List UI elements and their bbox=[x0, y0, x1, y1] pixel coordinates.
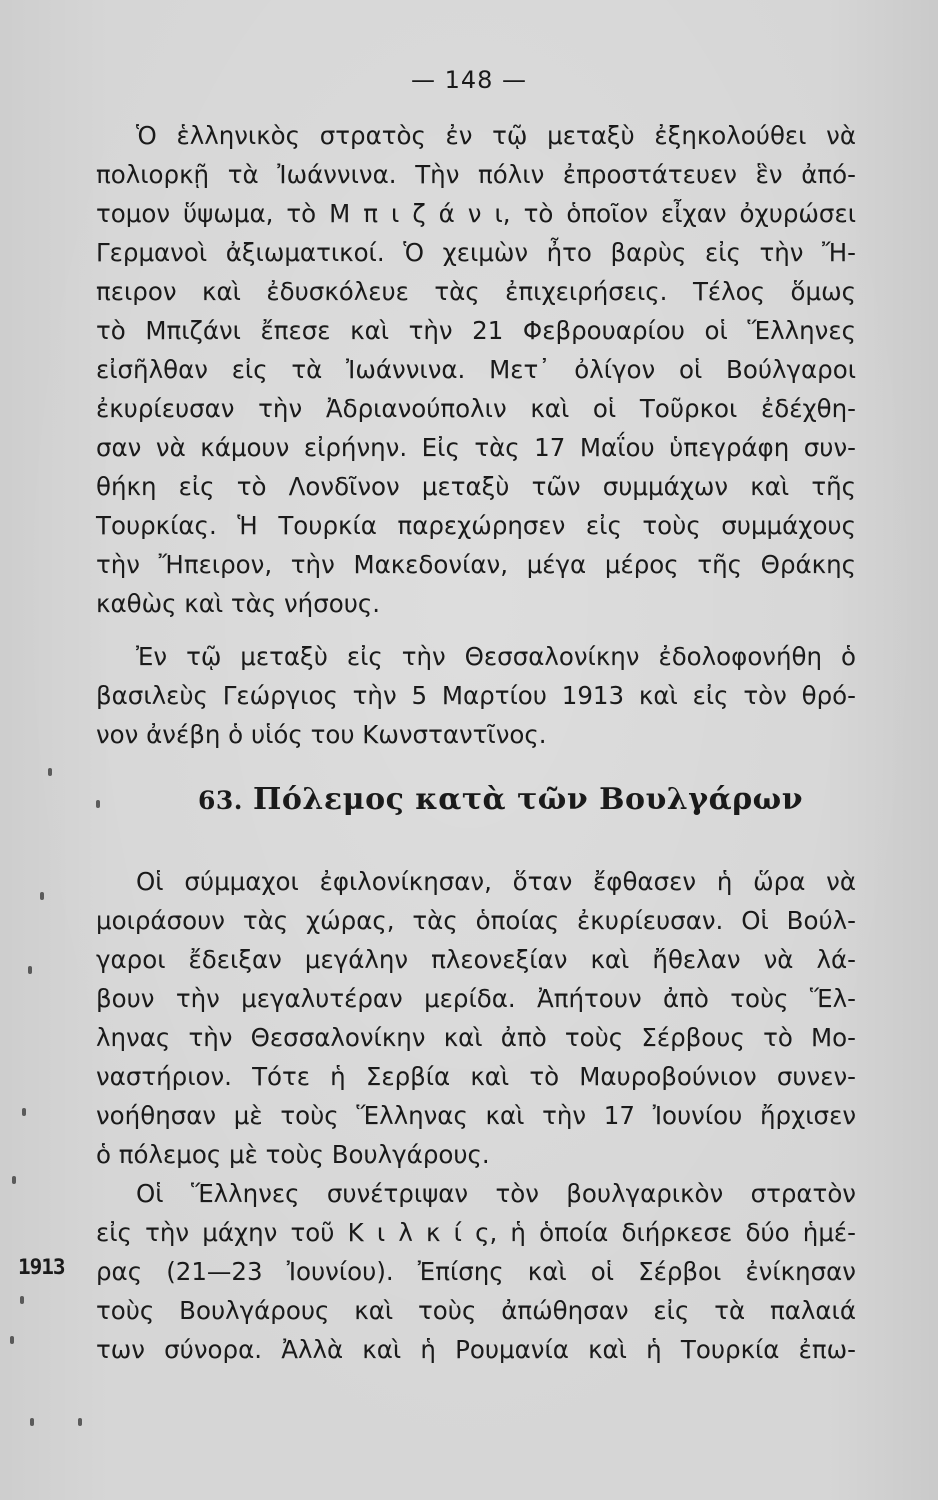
text-line: μοιράσουν τὰς χώρας, τὰς ὁποίας ἐκυρίευσαν. Οἱ Βούλ- bbox=[96, 906, 856, 935]
text-line: σαν νὰ κάμουν εἰρήνην. Εἰς τὰς 17 Μαΐου ὑπεγράφη συν- bbox=[96, 433, 856, 462]
text-line: πολιορκῇ τὰ Ἰωάννινα. Τὴν πόλιν ἐπροστάτευεν ἓν ἀπό- bbox=[96, 160, 856, 189]
text-line: τὸ Μπιζάνι ἔπεσε καὶ τὴν 21 Φεβρουαρίου οἱ Ἕλληνες bbox=[96, 316, 856, 345]
text-line: νον ἀνέβη ὁ υἱός του Κωνσταντῖνος. bbox=[96, 720, 547, 749]
section-heading bbox=[198, 782, 803, 817]
text-line: Οἱ Ἕλληνες συνέτριψαν τὸν βουλγαρικὸν στρατὸν bbox=[136, 1179, 856, 1208]
scan-speck bbox=[48, 768, 52, 776]
scan-speck bbox=[30, 1418, 34, 1426]
text-line: πειρον καὶ ἐδυσκόλευε τὰς ἐπιχειρήσεις. Τέλος ὅμως bbox=[96, 277, 856, 306]
paragraph-1 bbox=[96, 116, 856, 623]
text-line: νοήθησαν μὲ τοὺς Ἕλληνας καὶ τὴν 17 Ἰουνίου ἤρχισεν bbox=[96, 1101, 856, 1130]
text-line: τοὺς Βουλγάρους καὶ τοὺς ἀπώθησαν εἰς τὰ παλαιά bbox=[96, 1296, 856, 1325]
text-line: τὴν Ἤπειρον, τὴν Μακεδονίαν, μέγα μέρος τῆς Θράκης bbox=[96, 550, 856, 579]
text-line: ρας (21—23 Ἰουνίου). Ἐπίσης καὶ οἱ Σέρβοι ἐνίκησαν bbox=[96, 1257, 856, 1286]
paragraph-3 bbox=[96, 862, 856, 1174]
text-line: Τουρκίας. Ἡ Τουρκία παρεχώρησεν εἰς τοὺς συμμάχους bbox=[96, 511, 856, 540]
scan-speck bbox=[20, 1296, 24, 1304]
text-line: Ἐν τῷ μεταξὺ εἰς τὴν Θεσσαλονίκην ἐδολοφονήθη ὁ bbox=[136, 642, 856, 671]
text-line: εἰσῆλθαν εἰς τὰ Ἰωάννινα. Μετ᾿ ὀλίγον οἱ Βούλγαροι bbox=[96, 355, 856, 384]
text-line: ναστήριον. Τότε ἡ Σερβία καὶ τὸ Μαυροβούνιον συνεν- bbox=[96, 1062, 856, 1091]
scan-speck bbox=[78, 1418, 82, 1426]
text-line: ὁ πόλεμος μὲ τοὺς Βουλγάρους. bbox=[96, 1140, 490, 1169]
section-title: Πόλεμος κατὰ τῶν Βουλγάρων bbox=[253, 782, 804, 817]
text-line: εἰς τὴν μάχην τοῦ Κ ι λ κ ί ς, ἡ ὁποία διήρκεσε δύο ἡμέ- bbox=[96, 1218, 856, 1247]
paragraph-4 bbox=[96, 1174, 856, 1369]
scan-speck bbox=[40, 892, 44, 900]
margin-year-note: 1913 bbox=[18, 1255, 65, 1279]
scan-speck bbox=[22, 1108, 26, 1116]
text-line: καθὼς καὶ τὰς νήσους. bbox=[96, 589, 381, 618]
scan-speck bbox=[12, 1176, 16, 1184]
scan-speck bbox=[10, 1336, 14, 1344]
text-line: θήκη εἰς τὸ Λονδῖνον μεταξὺ τῶν συμμάχων καὶ τῆς bbox=[96, 472, 856, 501]
paragraph-2 bbox=[96, 637, 856, 754]
text-line: βουν τὴν μεγαλυτέραν μερίδα. Ἀπήτουν ἀπὸ τοὺς Ἕλ- bbox=[96, 984, 856, 1013]
text-line: των σύνορα. Ἀλλὰ καὶ ἡ Ρουμανία καὶ ἡ Τουρκία ἐπω- bbox=[96, 1335, 856, 1364]
text-line: τομον ὕψωμα, τὸ Μ π ι ζ ά ν ι, τὸ ὁποῖον εἶχαν ὀχυρώσει bbox=[96, 199, 856, 228]
text-line: γαροι ἔδειξαν μεγάλην πλεονεξίαν καὶ ἤθελαν νὰ λά- bbox=[96, 945, 856, 974]
section-number: 63. bbox=[198, 786, 243, 815]
text-line: Γερμανοὶ ἀξιωματικοί. Ὁ χειμὼν ἦτο βαρὺς εἰς τὴν Ἤ- bbox=[96, 238, 856, 267]
text-line: Οἱ σύμμαχοι ἐφιλονίκησαν, ὅταν ἔφθασεν ἡ ὥρα νὰ bbox=[136, 867, 856, 896]
scan-speck bbox=[28, 966, 32, 974]
scan-speck bbox=[96, 800, 100, 808]
page-number: — 148 — bbox=[410, 66, 528, 94]
text-line: Ὁ ἑλληνικὸς στρατὸς ἐν τῷ μεταξὺ ἐξηκολούθει νὰ bbox=[136, 121, 856, 150]
text-line: ἐκυρίευσαν τὴν Ἀδριανούπολιν καὶ οἱ Τοῦρκοι ἐδέχθη- bbox=[96, 394, 856, 423]
text-line: ληνας τὴν Θεσσαλονίκην καὶ ἀπὸ τοὺς Σέρβους τὸ Μο- bbox=[96, 1023, 856, 1052]
text-line: βασιλεὺς Γεώργιος τὴν 5 Μαρτίου 1913 καὶ εἰς τὸν θρό- bbox=[96, 681, 856, 710]
